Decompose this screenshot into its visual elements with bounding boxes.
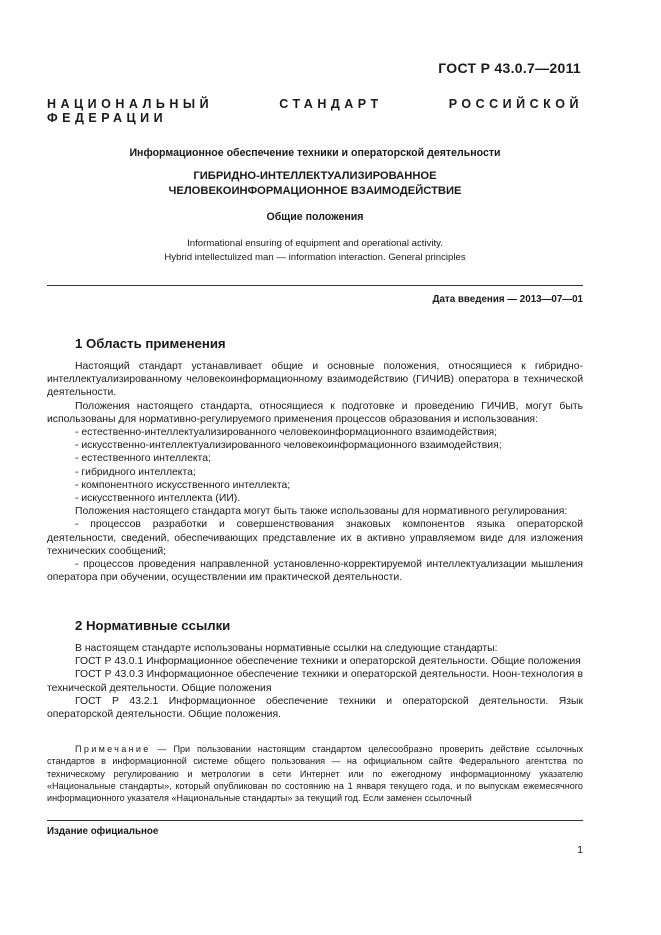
top-divider xyxy=(47,285,583,286)
document-title-line1: ГИБРИДНО-ИНТЕЛЛЕКТУАЛИЗИРОВАННОЕ xyxy=(193,170,437,182)
introduction-date: Дата введения — 2013—07—01 xyxy=(432,294,583,305)
list-item: - искусственно-интеллектуализированного человекоинформационного взаимодействия; xyxy=(75,440,502,452)
scope-paragraph: Положения настоящего стандарта, относящиеся к подготовке и проведению ГИЧИВ, могут быть использованы для нормативно-регулируемого применения процессов образования и использования: xyxy=(47,400,583,425)
page-number: 1 xyxy=(577,845,583,856)
edition-label: Издание официальное xyxy=(47,826,159,837)
document-subtitle: Общие положения xyxy=(266,211,364,223)
english-title-line1: Informational ensuring of equipment and operational activity. xyxy=(187,238,443,249)
reference-item: ГОСТ Р 43.2.1 Информационное обеспечение техники и операторской деятельности. Язык операторской деятельности. Общие положения. xyxy=(47,695,583,721)
scope-section-body xyxy=(47,360,583,584)
standard-banner: НАЦИОНАЛЬНЫЙ СТАНДАРТ РОССИЙСКОЙ ФЕДЕРАЦИИ xyxy=(47,97,583,125)
note-block xyxy=(47,743,583,804)
references-section-body xyxy=(47,642,583,721)
note-paragraph xyxy=(47,743,583,804)
list-item: - искусственного интеллекта (ИИ). xyxy=(75,493,241,505)
document-title-line2: ЧЕЛОВЕКОИНФОРМАЦИОННОЕ ВЗАИМОДЕЙСТВИЕ xyxy=(168,185,462,197)
list-item: - естественного интеллекта; xyxy=(75,453,211,465)
reference-item: ГОСТ Р 43.0.3 Информационное обеспечение техники и операторской деятельности. Ноон-технология в технической деятельности. Общие положения xyxy=(47,669,583,694)
list-item: - естественно-интеллектуализированного человекоинформационного взаимодействия; xyxy=(75,427,498,439)
note-text: — При пользовании настоящим стандартом целесообразно проверить действие ссылочных стандартов в информационной системе общего пользования — на официальном сайте Федерального агентства по техническому регулированию и метрологии в сети Интернет или по ежегодному информационному указателю «Национальные стандарты», который опубликован по состоянию на 1 января текущего года, и по выпускам ежемесячного информационного указателя «Национальные стандарты» за текущий год. Если заменен ссылочный xyxy=(47,744,583,804)
english-title-line2: Hybrid intellectulized man — information interaction. General principles xyxy=(164,252,466,263)
section-heading-normative-references: 2 Нормативные ссылки xyxy=(75,618,231,633)
document-code: ГОСТ Р 43.0.7—2011 xyxy=(438,60,581,76)
references-intro: В настоящем стандарте использованы нормативные ссылки на следующие стандарты: xyxy=(75,643,498,654)
list-item: - компонентного искусственного интеллекта; xyxy=(75,479,291,491)
series-title: Информационное обеспечение техники и операторской деятельности xyxy=(129,147,501,159)
scope-paragraph: - процессов разработки и совершенствования знаковых компонентов языка операторской деятельности, сведений, обеспечивающих представление их в активно управляемом виде для изложения технических сообщений; xyxy=(47,519,583,557)
note-label: Примечание xyxy=(75,744,151,754)
scope-paragraph: Положения настоящего стандарта могут быть также использованы для нормативного регулирования: xyxy=(75,506,568,518)
list-item: - гибридного интеллекта; xyxy=(75,466,196,478)
reference-item: ГОСТ Р 43.0.1 Информационное обеспечение техники и операторской деятельности. Общие положения xyxy=(75,656,581,668)
scope-paragraph: Настоящий стандарт устанавливает общие и основные положения, относящиеся к гибридно-интеллектуализированному человекоинформационному взаимодействию (ГИЧИВ) оператора в технической деятельности. xyxy=(47,361,583,399)
bottom-divider xyxy=(47,820,583,821)
scope-paragraph: - процессов проведения направленной установленно-корректируемой интеллектуализации мышления оператора при обучении, осуществлении им практической деятельности. xyxy=(47,559,583,584)
section-heading-scope: 1 Область применения xyxy=(75,336,226,351)
